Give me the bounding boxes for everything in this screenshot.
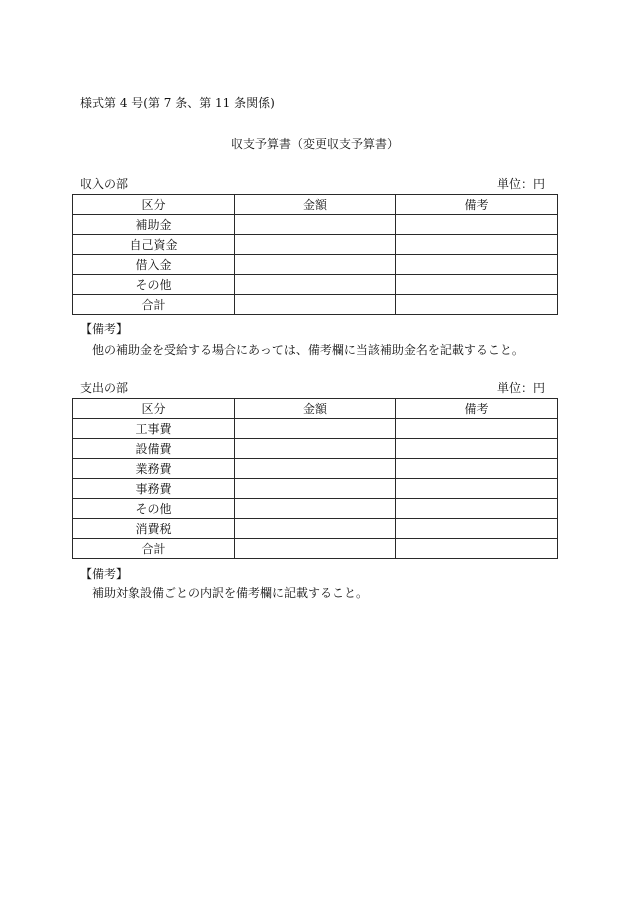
expense-remarks-cell[interactable]: [396, 499, 558, 519]
income-header-amount: 金額: [235, 195, 396, 215]
income-header-category: 区分: [73, 195, 235, 215]
expense-remarks-cell[interactable]: [396, 539, 558, 559]
expense-amount-cell[interactable]: [235, 459, 396, 479]
income-section-title: 収入の部: [80, 177, 129, 191]
table-row: [73, 419, 558, 439]
expense-category-cell: 事務費: [73, 479, 235, 499]
document-title: 収支予算書（変更収支予算書）: [230, 137, 399, 151]
table-row: [73, 499, 558, 519]
income-note-label: 【備考】: [80, 322, 129, 336]
income-remarks-cell[interactable]: [396, 295, 558, 315]
expense-category-cell: 設備費: [73, 439, 235, 459]
table-row: [73, 439, 558, 459]
income-remarks-cell[interactable]: [396, 275, 558, 295]
expense-amount-cell[interactable]: [235, 539, 396, 559]
income-amount-cell[interactable]: [235, 215, 396, 235]
income-header-row: [73, 195, 558, 215]
income-table: [72, 194, 558, 315]
income-category-cell: 借入金: [73, 255, 235, 275]
income-section-header: [80, 177, 547, 191]
expense-remarks-cell[interactable]: [396, 439, 558, 459]
table-row: [73, 235, 558, 255]
expense-amount-cell[interactable]: [235, 439, 396, 459]
expense-header-category: 区分: [73, 399, 235, 419]
expense-category-cell: その他: [73, 499, 235, 519]
expense-category-cell: 工事費: [73, 419, 235, 439]
income-category-cell: 合計: [73, 295, 235, 315]
income-category-cell: 補助金: [73, 215, 235, 235]
income-remarks-cell[interactable]: [396, 255, 558, 275]
income-category-cell: その他: [73, 275, 235, 295]
income-note-text: 他の補助金を受給する場合にあっては、備考欄に当該補助金名を記載すること。: [92, 343, 524, 357]
expense-remarks-cell[interactable]: [396, 459, 558, 479]
income-amount-cell[interactable]: [235, 295, 396, 315]
expense-remarks-cell[interactable]: [396, 519, 558, 539]
expense-header-remarks: 備考: [396, 399, 558, 419]
expense-table: [72, 398, 558, 559]
expense-category-cell: 業務費: [73, 459, 235, 479]
table-row: [73, 539, 558, 559]
table-row: [73, 215, 558, 235]
expense-unit-label: 単位：円: [496, 381, 545, 395]
expense-section-title: 支出の部: [80, 381, 129, 395]
expense-header-row: [73, 399, 558, 419]
form-number: 様式第 4 号(第 7 条、第 11 条関係): [80, 96, 275, 110]
table-row: [73, 275, 558, 295]
table-row: [73, 255, 558, 275]
expense-amount-cell[interactable]: [235, 479, 396, 499]
expense-section-header: [80, 381, 547, 395]
income-remarks-cell[interactable]: [396, 235, 558, 255]
expense-category-cell: 合計: [73, 539, 235, 559]
income-unit-label: 単位：円: [496, 177, 545, 191]
expense-note-label: 【備考】: [80, 567, 129, 581]
income-amount-cell[interactable]: [235, 255, 396, 275]
income-header-remarks: 備考: [396, 195, 558, 215]
expense-remarks-cell[interactable]: [396, 419, 558, 439]
table-row: [73, 519, 558, 539]
income-category-cell: 自己資金: [73, 235, 235, 255]
table-row: [73, 459, 558, 479]
expense-amount-cell[interactable]: [235, 499, 396, 519]
income-remarks-cell[interactable]: [396, 215, 558, 235]
expense-amount-cell[interactable]: [235, 519, 396, 539]
expense-note-text: 補助対象設備ごとの内訳を備考欄に記載すること。: [92, 586, 369, 600]
income-amount-cell[interactable]: [235, 235, 396, 255]
income-amount-cell[interactable]: [235, 275, 396, 295]
table-row: [73, 479, 558, 499]
expense-category-cell: 消費税: [73, 519, 235, 539]
expense-remarks-cell[interactable]: [396, 479, 558, 499]
table-row: [73, 295, 558, 315]
expense-amount-cell[interactable]: [235, 419, 396, 439]
expense-header-amount: 金額: [235, 399, 396, 419]
